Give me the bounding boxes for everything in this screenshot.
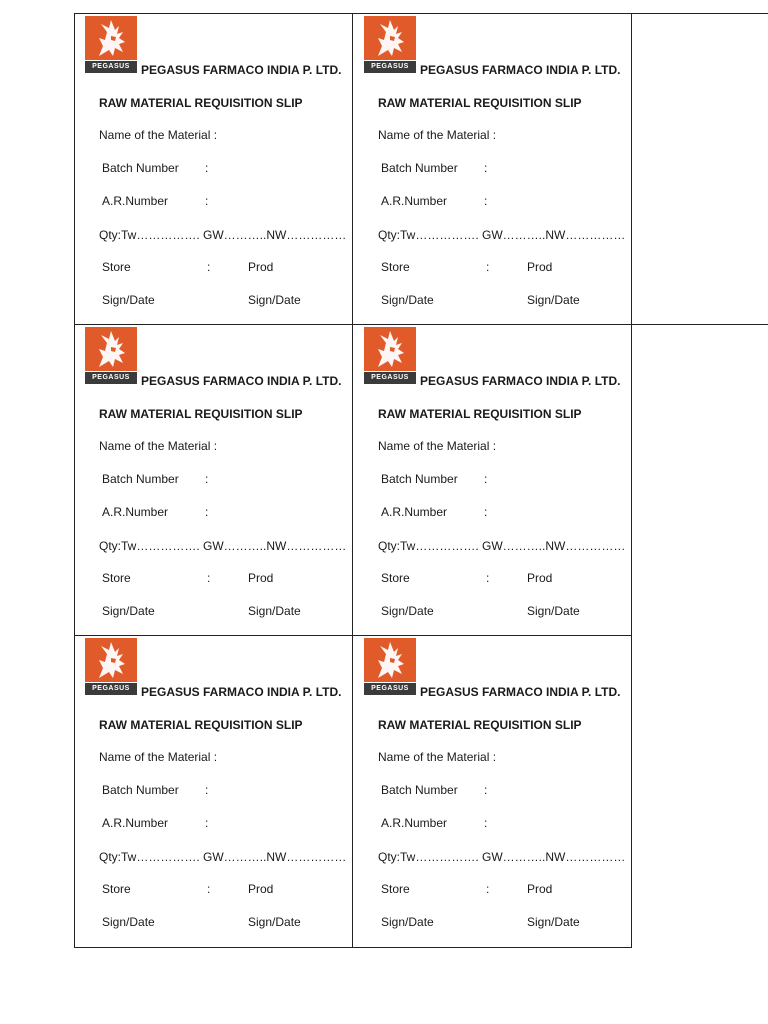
store-label: Store [102, 882, 131, 896]
ar-number-colon: : [205, 505, 209, 519]
slip-title: RAW MATERIAL REQUISITION SLIP [378, 96, 582, 110]
slip-grid [74, 13, 768, 948]
store-label: Store [381, 571, 410, 585]
store-colon: : [486, 571, 490, 585]
pegasus-wordmark: PEGASUS [364, 372, 416, 384]
batch-number-colon: : [205, 783, 209, 797]
material-name-label: Name of the Material : [99, 128, 218, 142]
pegasus-logo [364, 327, 416, 381]
prod-label: Prod [248, 882, 274, 896]
pegasus-wordmark: PEGASUS [85, 61, 137, 73]
requisition-slip-4 [353, 324, 631, 635]
prod-sign-date-label: Sign/Date [248, 293, 301, 307]
store-colon: : [486, 260, 490, 274]
ar-number-label: A.R.Number [381, 194, 448, 208]
batch-number-label: Batch Number [102, 472, 179, 486]
requisition-slip-3 [74, 324, 352, 635]
requisition-slip-2 [353, 13, 631, 324]
prod-label: Prod [248, 571, 274, 585]
pegasus-logo [364, 638, 416, 692]
ar-number-colon: : [484, 816, 488, 830]
slip-title: RAW MATERIAL REQUISITION SLIP [99, 96, 303, 110]
quantity-line: Qty:Tw……………. GW………..NW…………… [378, 539, 626, 553]
prod-sign-date-label: Sign/Date [527, 915, 580, 929]
prod-sign-date-label: Sign/Date [527, 604, 580, 618]
requisition-slip-6 [353, 635, 631, 946]
company-name: PEGASUS FARMACO INDIA P. LTD. [420, 685, 621, 699]
ar-number-label: A.R.Number [381, 816, 448, 830]
ar-number-colon: : [484, 194, 488, 208]
slip-title: RAW MATERIAL REQUISITION SLIP [99, 407, 303, 421]
material-name-label: Name of the Material : [378, 439, 497, 453]
pegasus-horse-icon [85, 16, 137, 60]
ar-number-label: A.R.Number [102, 816, 169, 830]
ar-number-label: A.R.Number [102, 194, 169, 208]
store-sign-date-label: Sign/Date [381, 604, 434, 618]
batch-number-colon: : [484, 161, 488, 175]
pegasus-wordmark: PEGASUS [85, 372, 137, 384]
material-name-label: Name of the Material : [99, 750, 218, 764]
ar-number-colon: : [205, 194, 209, 208]
store-sign-date-label: Sign/Date [381, 915, 434, 929]
quantity-line: Qty:Tw……………. GW………..NW…………… [378, 850, 626, 864]
store-colon: : [486, 882, 490, 896]
pegasus-wordmark: PEGASUS [364, 61, 416, 73]
prod-sign-date-label: Sign/Date [248, 915, 301, 929]
ar-number-colon: : [484, 505, 488, 519]
store-sign-date-label: Sign/Date [381, 293, 434, 307]
quantity-line: Qty:Tw……………. GW………..NW…………… [99, 850, 347, 864]
store-label: Store [381, 882, 410, 896]
store-sign-date-label: Sign/Date [102, 604, 155, 618]
batch-number-colon: : [205, 472, 209, 486]
pegasus-wordmark: PEGASUS [364, 683, 416, 695]
company-name: PEGASUS FARMACO INDIA P. LTD. [141, 374, 342, 388]
quantity-line: Qty:Tw……………. GW………..NW…………… [378, 228, 626, 242]
material-name-label: Name of the Material : [99, 439, 218, 453]
store-label: Store [102, 571, 131, 585]
prod-label: Prod [527, 882, 553, 896]
batch-number-label: Batch Number [381, 472, 458, 486]
company-name: PEGASUS FARMACO INDIA P. LTD. [420, 63, 621, 77]
store-colon: : [207, 571, 211, 585]
company-name: PEGASUS FARMACO INDIA P. LTD. [141, 685, 342, 699]
grid-line-right [631, 13, 632, 948]
pegasus-horse-icon [364, 638, 416, 682]
ar-number-colon: : [205, 816, 209, 830]
store-label: Store [381, 260, 410, 274]
store-label: Store [102, 260, 131, 274]
company-name: PEGASUS FARMACO INDIA P. LTD. [420, 374, 621, 388]
batch-number-colon: : [205, 161, 209, 175]
pegasus-logo [364, 16, 416, 70]
pegasus-logo [85, 16, 137, 70]
store-colon: : [207, 882, 211, 896]
company-name: PEGASUS FARMACO INDIA P. LTD. [141, 63, 342, 77]
pegasus-logo [85, 638, 137, 692]
store-sign-date-label: Sign/Date [102, 293, 155, 307]
requisition-slip-1 [74, 13, 352, 324]
batch-number-label: Batch Number [381, 161, 458, 175]
pegasus-horse-icon [364, 16, 416, 60]
store-colon: : [207, 260, 211, 274]
slip-title: RAW MATERIAL REQUISITION SLIP [378, 407, 582, 421]
material-name-label: Name of the Material : [378, 128, 497, 142]
batch-number-label: Batch Number [102, 161, 179, 175]
ar-number-label: A.R.Number [102, 505, 169, 519]
batch-number-label: Batch Number [102, 783, 179, 797]
prod-label: Prod [248, 260, 274, 274]
pegasus-horse-icon [85, 327, 137, 371]
material-name-label: Name of the Material : [378, 750, 497, 764]
batch-number-label: Batch Number [381, 783, 458, 797]
pegasus-horse-icon [85, 638, 137, 682]
prod-label: Prod [527, 571, 553, 585]
ar-number-label: A.R.Number [381, 505, 448, 519]
pegasus-horse-icon [364, 327, 416, 371]
prod-sign-date-label: Sign/Date [527, 293, 580, 307]
prod-sign-date-label: Sign/Date [248, 604, 301, 618]
quantity-line: Qty:Tw……………. GW………..NW…………… [99, 228, 347, 242]
pegasus-wordmark: PEGASUS [85, 683, 137, 695]
slip-title: RAW MATERIAL REQUISITION SLIP [99, 718, 303, 732]
pegasus-logo [85, 327, 137, 381]
slip-title: RAW MATERIAL REQUISITION SLIP [378, 718, 582, 732]
quantity-line: Qty:Tw……………. GW………..NW…………… [99, 539, 347, 553]
prod-label: Prod [527, 260, 553, 274]
store-sign-date-label: Sign/Date [102, 915, 155, 929]
batch-number-colon: : [484, 472, 488, 486]
batch-number-colon: : [484, 783, 488, 797]
requisition-slip-5 [74, 635, 352, 946]
